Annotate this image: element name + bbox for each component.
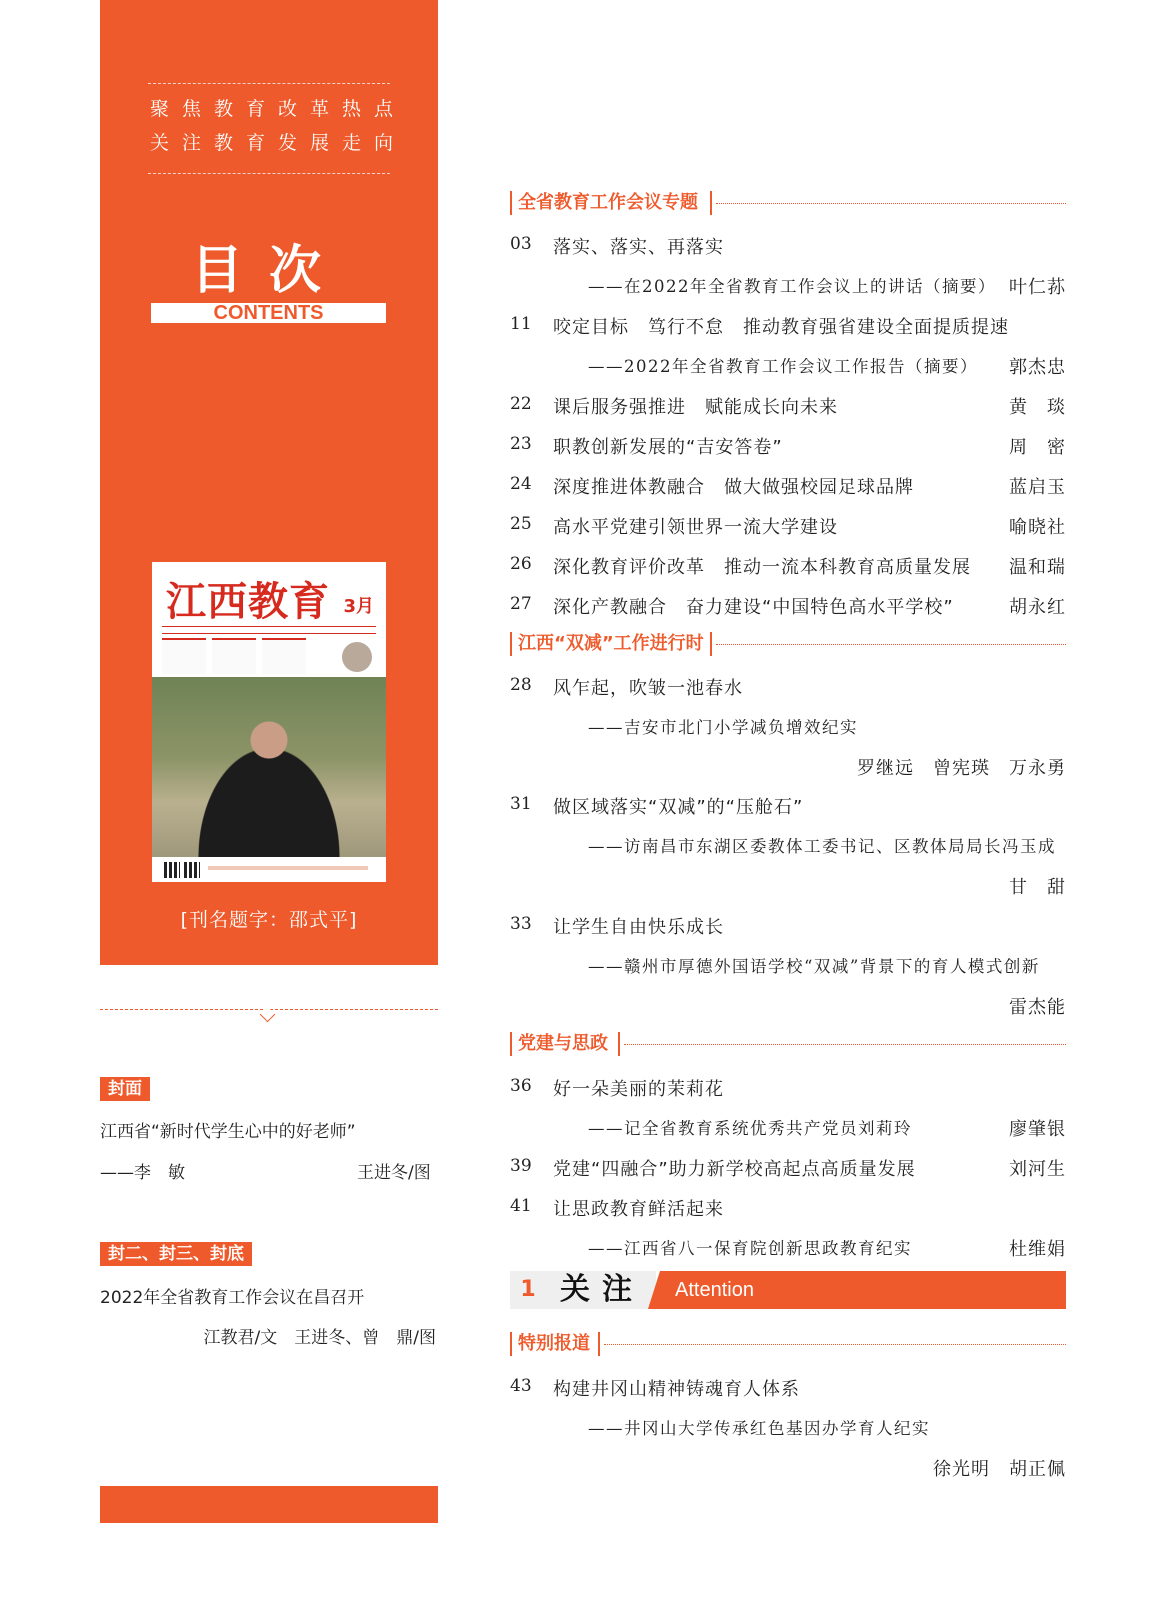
toc-entry-title[interactable]: 课后服务强推进 赋能成长向未来: [553, 397, 838, 418]
inner-cover-credit-authors: 江教君/文 王进冬、曾 鼎/图: [203, 1328, 436, 1348]
page-title: 目次: [190, 241, 347, 301]
toc-entry-author: 胡永红: [1009, 597, 1066, 618]
toc-entry-title[interactable]: 党建“四融合”助力新学校高起点高质量发展: [553, 1159, 916, 1180]
toc-page-number: 26: [510, 554, 532, 574]
cover-issue-label: 3月: [343, 596, 374, 617]
toc-entry-author: 徐光明 胡正佩: [933, 1459, 1066, 1480]
toc-page-number: 31: [510, 794, 532, 814]
divider: [148, 83, 390, 84]
toc-entry-title[interactable]: 职教创新发展的“吉安答卷”: [553, 437, 783, 458]
section-title: 江西“双减”工作进行时: [518, 633, 704, 654]
toc-entry-author: 杜维娟: [1009, 1239, 1066, 1260]
toc-entry-author: 甘 甜: [1009, 877, 1066, 898]
cover-credit-person: ——李 敏: [100, 1163, 185, 1183]
slogan-line: 关注教育发展走向: [150, 132, 407, 154]
section-title: 特别报道: [518, 1333, 590, 1354]
toc-entry-title[interactable]: 让学生自由快乐成长: [553, 917, 724, 938]
toc-entry-author: 蓝启玉: [1009, 477, 1066, 498]
cover-credit-tag: 封面: [100, 1077, 150, 1101]
cover-thumbnail[interactable]: [152, 562, 386, 882]
section-bar: [618, 1032, 620, 1056]
toc-page-number: 03: [510, 234, 532, 254]
toc-entry-title[interactable]: 让思政教育鲜活起来: [553, 1199, 724, 1220]
cover-photo: [152, 677, 386, 857]
toc-page-number: 11: [510, 314, 532, 334]
column-banner-slant: [648, 1271, 660, 1309]
section-bar: [510, 1332, 512, 1356]
toc-entry-author: 罗继远 曾宪瑛 万永勇: [857, 758, 1066, 779]
toc-page-number: 33: [510, 914, 532, 934]
section-title: 党建与思政: [518, 1033, 608, 1054]
toc-entry-title[interactable]: 风乍起，吹皱一池春水: [553, 678, 743, 699]
cover-credit-photographer: 王进冬/图: [357, 1163, 431, 1183]
cover-teaser-box: [162, 638, 206, 674]
toc-entry-subtitle: ——赣州市厚德外国语学校“双减”背景下的育人模式创新: [588, 957, 1040, 976]
toc-page-number: 39: [510, 1156, 532, 1176]
section-bar: [598, 1332, 600, 1356]
toc-entry-title[interactable]: 咬定目标 笃行不怠 推动教育强省建设全面提质提速: [553, 317, 1009, 338]
toc-entry-subtitle: ——吉安市北门小学减负增效纪实: [588, 718, 858, 737]
toc-entry-subtitle: ——记全省教育系统优秀共产党员刘莉玲: [588, 1119, 912, 1138]
cover-avatar: [342, 642, 372, 672]
toc-page-number: 43: [510, 1376, 532, 1396]
contents-label: CONTENTS: [151, 303, 386, 323]
toc-entry-author: 叶仁荪: [1009, 277, 1066, 298]
toc-entry-title[interactable]: 构建井冈山精神铸魂育人体系: [553, 1379, 800, 1400]
cover-teasers: [162, 638, 312, 676]
section-rule: [624, 1044, 1066, 1045]
footer-bar: [100, 1486, 438, 1523]
toc-entry-title[interactable]: 深度推进体教融合 做大做强校园足球品牌: [553, 477, 914, 498]
toc-page-number: 25: [510, 514, 532, 534]
toc-entry-subtitle: ——2022年全省教育工作会议工作报告（摘要）: [588, 357, 978, 376]
section-title: 全省教育工作会议专题: [518, 192, 698, 213]
section-rule: [716, 644, 1066, 645]
toc-page-number: 23: [510, 434, 532, 454]
toc-entry-subtitle: ——在2022年全省教育工作会议上的讲话（摘要）: [588, 277, 996, 296]
toc-entry-author: 刘河生: [1009, 1159, 1066, 1180]
toc-entry-title[interactable]: 落实、落实、再落实: [553, 237, 724, 258]
section-bar: [510, 191, 512, 215]
toc-page-number: 24: [510, 474, 532, 494]
toc-page-number: 36: [510, 1076, 532, 1096]
section-rule: [604, 1344, 1066, 1345]
inner-cover-credit-desc: 2022年全省教育工作会议在昌召开: [100, 1288, 365, 1308]
column-title: 关注: [560, 1272, 644, 1307]
section-rule: [716, 203, 1066, 204]
cover-footer-strip: [208, 866, 368, 870]
toc-entry-author: 郭杰忠: [1009, 357, 1066, 378]
section-bar: [510, 1032, 512, 1056]
toc-entry-title[interactable]: 深化教育评价改革 推动一流本科教育高质量发展: [553, 557, 971, 578]
qr-code-icon: [164, 862, 180, 878]
section-header: [510, 1330, 1066, 1358]
column-banner: [510, 1271, 1066, 1309]
slogan-line: 聚焦教育改革热点: [150, 98, 407, 120]
toc-page-number: 41: [510, 1196, 532, 1216]
toc-entry-title[interactable]: 好一朵美丽的茉莉花: [553, 1079, 724, 1100]
toc-entry-author: 周 密: [1009, 437, 1066, 458]
inner-cover-credit-tag: 封二、封三、封底: [100, 1242, 252, 1266]
cover-magazine-title: 江西教育: [166, 578, 330, 625]
cover-teaser-box: [212, 638, 256, 674]
toc-entry-title[interactable]: 做区域落实“双减”的“压舱石”: [553, 797, 804, 818]
cover-credit-desc: 江西省“新时代学生心中的好老师”: [100, 1122, 356, 1142]
toc-page-number: 27: [510, 594, 532, 614]
section-bar: [710, 632, 712, 656]
toc-page-number: 22: [510, 394, 532, 414]
toc-entry-author: 喻晓社: [1009, 517, 1066, 538]
divider: [148, 173, 390, 174]
sidebar-panel: [100, 0, 438, 965]
toc-entry-subtitle: ——江西省八一保育院创新思政教育纪实: [588, 1239, 912, 1258]
section-header: [510, 630, 1066, 658]
column-number: 1: [510, 1271, 546, 1309]
cover-teaser-box: [262, 638, 306, 674]
toc-page-number: 28: [510, 675, 532, 695]
section-bar: [710, 191, 712, 215]
calligrapher-credit: [刊名题字：邵式平]: [180, 909, 358, 931]
toc-entry-author: 廖肇银: [1009, 1119, 1066, 1140]
section-header: [510, 189, 1066, 217]
qr-code-icon: [184, 862, 200, 878]
toc-entry-author: 雷杰能: [1009, 997, 1066, 1018]
toc-entry-author: 黄 琰: [1009, 397, 1066, 418]
cover-rule: [162, 626, 376, 634]
section-bar: [510, 632, 512, 656]
toc-entry-subtitle: ——访南昌市东湖区委教体工委书记、区教体局局长冯玉成: [588, 837, 1056, 856]
toc-entry-subtitle: ——井冈山大学传承红色基因办学育人纪实: [588, 1419, 930, 1438]
toc-entry-author: 温和瑞: [1009, 557, 1066, 578]
toc-entry-title[interactable]: 深化产教融合 奋力建设“中国特色高水平学校”: [553, 597, 954, 618]
column-title-en: Attention: [675, 1279, 754, 1301]
toc-entry-title[interactable]: 高水平党建引领世界一流大学建设: [553, 517, 838, 538]
section-header: [510, 1030, 1066, 1058]
